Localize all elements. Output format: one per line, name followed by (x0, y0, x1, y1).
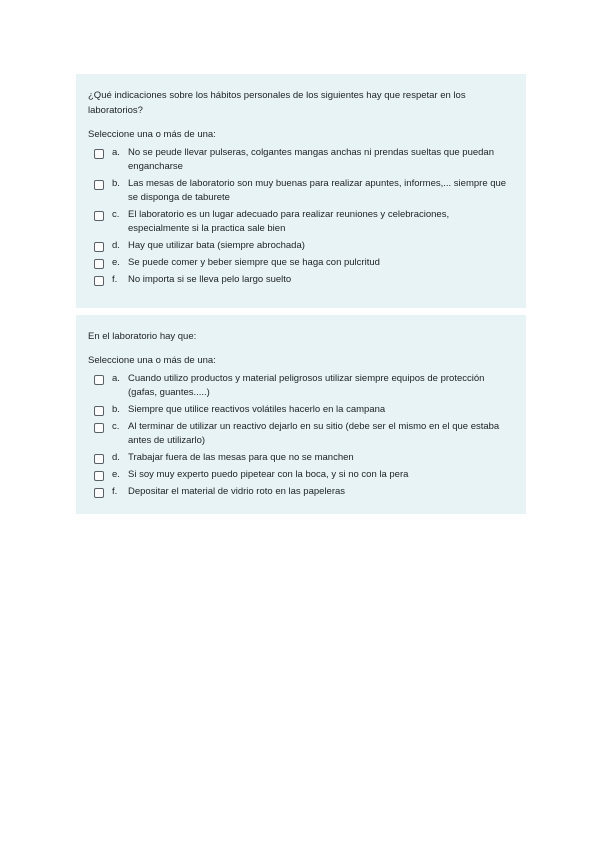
answer-letter: f. (112, 486, 118, 497)
checkbox[interactable] (94, 149, 104, 159)
checkbox[interactable] (94, 488, 104, 498)
answer-text: El laboratorio es un lugar adecuado para realizar reuniones y celebraciones, especialmente si la practica sale bien (128, 209, 450, 234)
checkbox[interactable] (94, 180, 104, 190)
answer-option-f[interactable] (88, 273, 512, 287)
answer-text: Se puede comer y beber siempre que se haga con pulcritud (128, 257, 380, 268)
checkbox[interactable] (94, 406, 104, 416)
question-text: ¿Qué indicaciones sobre los hábitos personales de los siguientes hay que respetar en los laboratorios? (88, 90, 466, 116)
question-card-1 (76, 74, 526, 308)
checkbox[interactable] (94, 211, 104, 221)
answer-option-b[interactable] (88, 177, 512, 205)
answer-letter: e. (112, 469, 120, 480)
answer-option-d[interactable] (88, 239, 512, 253)
checkbox[interactable] (94, 242, 104, 252)
answer-letter: a. (112, 373, 120, 384)
answer-text: Siempre que utilice reactivos volátiles hacerlo en la campana (128, 404, 386, 415)
answer-text: Las mesas de laboratorio son muy buenas para realizar apuntes, informes,... siempre que se disponga de taburete (128, 178, 507, 203)
answer-option-e[interactable] (88, 468, 512, 482)
answer-letter: d. (112, 452, 120, 463)
checkbox[interactable] (94, 471, 104, 481)
checkbox[interactable] (94, 423, 104, 433)
answer-option-c[interactable] (88, 208, 512, 236)
answer-option-d[interactable] (88, 451, 512, 465)
answer-option-a[interactable] (88, 372, 512, 400)
answer-option-a[interactable] (88, 146, 512, 174)
checkbox[interactable] (94, 454, 104, 464)
checkbox[interactable] (94, 276, 104, 286)
select-prompt: Seleccione una o más de una: (88, 129, 216, 140)
answer-text: Al terminar de utilizar un reactivo dejarlo en su sitio (debe ser el mismo en el que estaba antes de utilizarlo) (128, 421, 500, 446)
answer-list (88, 372, 512, 499)
answer-text: Depositar el material de vidrio roto en las papeleras (128, 486, 346, 497)
answer-option-c[interactable] (88, 420, 512, 448)
select-prompt: Seleccione una o más de una: (88, 355, 216, 366)
answer-letter: b. (112, 178, 120, 189)
answer-letter: e. (112, 257, 120, 268)
question-text: En el laboratorio hay que: (88, 331, 197, 342)
answer-text: No se peude llevar pulseras, colgantes mangas anchas ni prendas sueltas que puedan engancharse (128, 147, 494, 172)
answer-list (88, 146, 512, 287)
answer-letter: f. (112, 274, 118, 285)
answer-text: Trabajar fuera de las mesas para que no se manchen (128, 452, 354, 463)
checkbox[interactable] (94, 375, 104, 385)
answer-text: Si soy muy experto puedo pipetear con la boca, y si no con la pera (128, 469, 409, 480)
answer-letter: d. (112, 240, 120, 251)
answer-text: No importa si se lleva pelo largo suelto (128, 274, 292, 285)
answer-text: Cuando utilizo productos y material peligrosos utilizar siempre equipos de protección (gafas, guantes.....) (128, 373, 485, 398)
answer-letter: c. (112, 421, 120, 432)
answer-option-e[interactable] (88, 256, 512, 270)
answer-letter: c. (112, 209, 120, 220)
checkbox[interactable] (94, 259, 104, 269)
question-card-2 (76, 315, 526, 514)
answer-option-b[interactable] (88, 403, 512, 417)
answer-letter: b. (112, 404, 120, 415)
answer-letter: a. (112, 147, 120, 158)
answer-text: Hay que utilizar bata (siempre abrochada) (128, 240, 305, 251)
answer-option-f[interactable] (88, 485, 512, 499)
